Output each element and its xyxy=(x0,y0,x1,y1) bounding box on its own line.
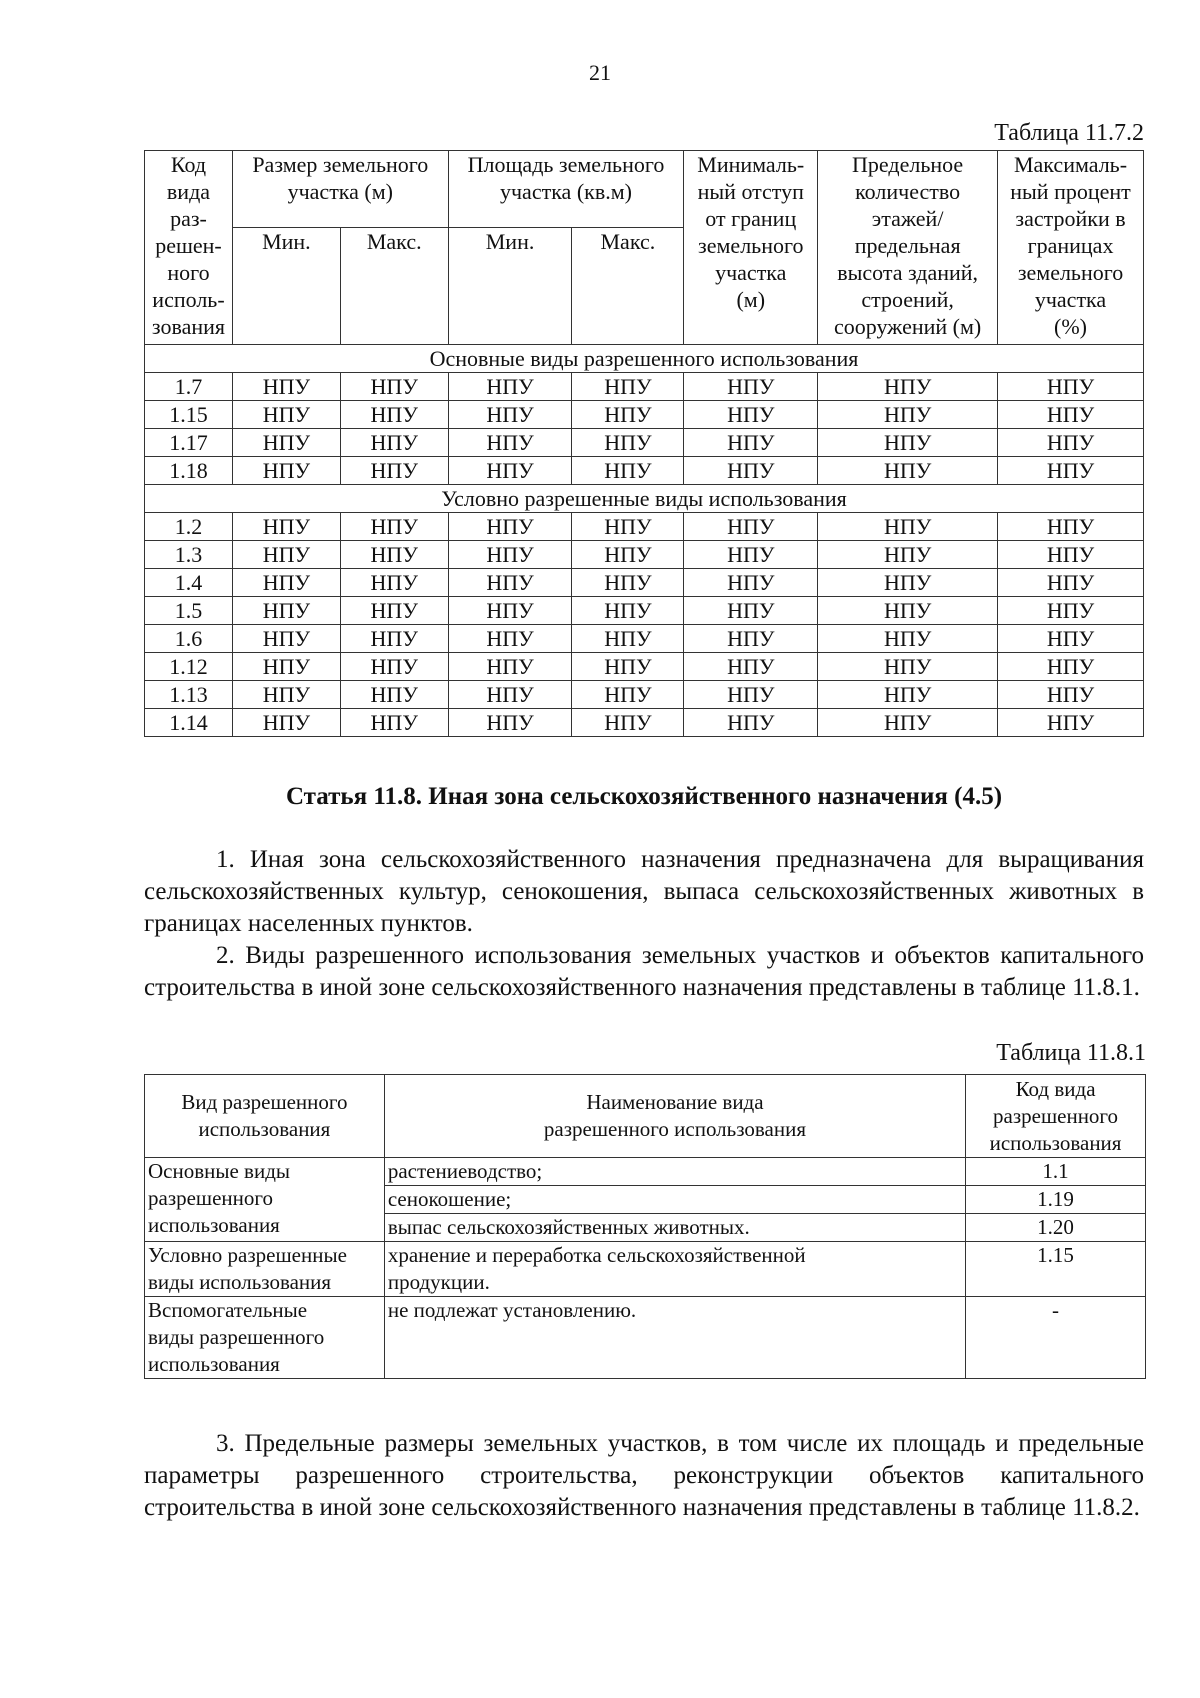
header-min-offset xyxy=(684,151,818,345)
value-cell: НПУ xyxy=(448,513,572,541)
value-cell: НПУ xyxy=(998,513,1144,541)
table-row xyxy=(145,681,1144,709)
value-cell: НПУ xyxy=(998,709,1144,737)
value-cell: НПУ xyxy=(232,457,340,485)
text-line: Размер земельного xyxy=(252,152,429,177)
use-name: выпас сельскохозяйственных животных. xyxy=(384,1214,965,1242)
value-cell: НПУ xyxy=(998,653,1144,681)
use-code-cell: 1.6 xyxy=(145,625,233,653)
header-use-name xyxy=(384,1075,965,1158)
value-cell: НПУ xyxy=(232,681,340,709)
text-line: разрешенного xyxy=(148,1186,273,1210)
table-row xyxy=(145,653,1144,681)
value-cell: НПУ xyxy=(340,541,448,569)
text-line: зования xyxy=(151,314,226,339)
value-cell: НПУ xyxy=(340,569,448,597)
value-cell: НПУ xyxy=(998,373,1144,401)
text-line: использования xyxy=(148,1213,280,1237)
value-cell: НПУ xyxy=(818,569,998,597)
text-line: Вспомогательные xyxy=(148,1298,308,1322)
value-cell: НПУ xyxy=(684,429,818,457)
value-cell: НПУ xyxy=(684,373,818,401)
value-cell: НПУ xyxy=(818,597,998,625)
value-cell: НПУ xyxy=(448,681,572,709)
text-line: решен- xyxy=(155,233,222,258)
section-main-uses: Основные виды разрешенного использования xyxy=(145,345,1144,373)
table-11-7-2-caption: Таблица 11.7.2 xyxy=(994,120,1144,146)
header-floors-height xyxy=(818,151,998,345)
text-line: участка (м) xyxy=(287,179,393,204)
value-cell: НПУ xyxy=(340,597,448,625)
header-area-min: Мин. xyxy=(448,228,572,345)
value-cell: НПУ xyxy=(572,597,684,625)
text-line: границах xyxy=(1027,233,1114,258)
table-row xyxy=(145,625,1144,653)
text-line: предельная xyxy=(854,233,961,258)
text-line: разрешенного xyxy=(993,1103,1119,1128)
table-row xyxy=(145,513,1144,541)
text-line: использования xyxy=(148,1352,280,1376)
text-line: Площадь земельного xyxy=(467,152,665,177)
table-row xyxy=(145,541,1144,569)
text-line: использования xyxy=(198,1117,331,1141)
table-row xyxy=(145,597,1144,625)
value-cell: НПУ xyxy=(448,541,572,569)
conditional-uses-rows xyxy=(145,513,1144,737)
text-line: земельного xyxy=(1017,260,1124,285)
use-name: растениеводство; xyxy=(384,1158,965,1186)
value-cell: НПУ xyxy=(818,541,998,569)
header-code xyxy=(145,151,233,345)
kind-auxiliary xyxy=(145,1297,385,1379)
text-line: Минималь- xyxy=(697,152,805,177)
kind-conditional xyxy=(145,1242,385,1297)
value-cell: НПУ xyxy=(998,681,1144,709)
value-cell: НПУ xyxy=(448,569,572,597)
table-11-7-2 xyxy=(144,150,1144,737)
value-cell: НПУ xyxy=(232,709,340,737)
value-cell: НПУ xyxy=(448,709,572,737)
value-cell: НПУ xyxy=(448,457,572,485)
value-cell: НПУ xyxy=(340,429,448,457)
table-row xyxy=(145,569,1144,597)
text-line: количество xyxy=(855,179,961,204)
use-code: 1.20 xyxy=(966,1214,1146,1242)
use-code-cell: 1.2 xyxy=(145,513,233,541)
text-line: Максималь- xyxy=(1013,152,1128,177)
text-line: земельного xyxy=(698,233,804,258)
use-code: - xyxy=(966,1297,1146,1379)
header-plot-size xyxy=(232,151,448,228)
value-cell: НПУ xyxy=(684,457,818,485)
header-use-kind xyxy=(145,1075,385,1158)
value-cell: НПУ xyxy=(572,681,684,709)
main-uses-rows xyxy=(145,373,1144,485)
value-cell: НПУ xyxy=(684,541,818,569)
paragraph-1: 1. Иная зона сельскохозяйственного назначения предназначена для выращивания сельскохозяйственных культур, сенокошения, выпаса сельскохозяйственных животных в границах населенных пунктов. xyxy=(144,846,1144,937)
value-cell: НПУ xyxy=(232,429,340,457)
value-cell: НПУ xyxy=(818,457,998,485)
article-title: Статья 11.8. Иная зона сельскохозяйственного назначения (4.5) xyxy=(285,783,1003,810)
text-line: разрешенного использования xyxy=(543,1117,806,1141)
text-line: Основные виды xyxy=(148,1159,291,1183)
value-cell: НПУ xyxy=(684,709,818,737)
use-code-cell: 1.5 xyxy=(145,597,233,625)
table-row xyxy=(145,457,1144,485)
value-cell: НПУ xyxy=(998,541,1144,569)
text-line: ный отступ xyxy=(697,179,804,204)
text-line: (%) xyxy=(1054,314,1087,339)
value-cell: НПУ xyxy=(448,373,572,401)
value-cell: НПУ xyxy=(448,429,572,457)
value-cell: НПУ xyxy=(448,653,572,681)
value-cell: НПУ xyxy=(684,597,818,625)
text-line: высота зданий, xyxy=(837,260,979,285)
text-line: застройки в xyxy=(1015,206,1126,231)
use-code-cell: 1.13 xyxy=(145,681,233,709)
value-cell: НПУ xyxy=(684,569,818,597)
use-code-cell: 1.4 xyxy=(145,569,233,597)
paragraph-2: 2. Виды разрешенного использования земельных участков и объектов капитального строительства в иной зоне сельскохозяйственного назначения представлены в таблице 11.8.1. xyxy=(144,942,1144,1001)
table-11-8-1-caption: Таблица 11.8.1 xyxy=(996,1040,1146,1066)
value-cell: НПУ xyxy=(998,429,1144,457)
use-name xyxy=(384,1242,965,1297)
value-cell: НПУ xyxy=(998,401,1144,429)
value-cell: НПУ xyxy=(572,513,684,541)
value-cell: НПУ xyxy=(818,625,998,653)
value-cell: НПУ xyxy=(818,373,998,401)
value-cell: НПУ xyxy=(818,681,998,709)
header-use-code xyxy=(966,1075,1146,1158)
value-cell: НПУ xyxy=(572,401,684,429)
value-cell: НПУ xyxy=(818,709,998,737)
text-line: ный процент xyxy=(1010,179,1131,204)
use-code-cell: 1.18 xyxy=(145,457,233,485)
text-line: сооружений (м) xyxy=(833,314,982,339)
use-code-cell: 1.3 xyxy=(145,541,233,569)
text-line: Код xyxy=(170,152,207,177)
text-line: ного xyxy=(167,260,210,285)
table-row xyxy=(145,373,1144,401)
text-line: исполь- xyxy=(152,287,225,312)
value-cell: НПУ xyxy=(572,541,684,569)
value-cell: НПУ xyxy=(232,401,340,429)
value-cell: НПУ xyxy=(340,681,448,709)
value-cell: НПУ xyxy=(232,653,340,681)
text-line: участка xyxy=(715,260,787,285)
page-number: 21 xyxy=(589,60,611,85)
text-line: вида xyxy=(166,179,211,204)
value-cell: НПУ xyxy=(340,401,448,429)
text-line: этажей/ xyxy=(871,206,944,231)
value-cell: НПУ xyxy=(572,653,684,681)
text-line: строений, xyxy=(861,287,954,312)
value-cell: НПУ xyxy=(998,597,1144,625)
use-code-cell: 1.7 xyxy=(145,373,233,401)
value-cell: НПУ xyxy=(818,513,998,541)
value-cell: НПУ xyxy=(572,569,684,597)
table-row xyxy=(145,401,1144,429)
text-line: Наименование вида xyxy=(586,1090,764,1114)
use-name: сенокошение; xyxy=(384,1186,965,1214)
section-conditional-uses: Условно разрешенные виды использования xyxy=(145,485,1144,513)
text-line: раз- xyxy=(170,206,207,231)
value-cell: НПУ xyxy=(448,401,572,429)
value-cell: НПУ xyxy=(232,373,340,401)
header-max-percent xyxy=(998,151,1144,345)
table-row xyxy=(145,429,1144,457)
text-line: хранение и переработка сельскохозяйственной xyxy=(387,1243,806,1267)
value-cell: НПУ xyxy=(684,401,818,429)
text-line: (м) xyxy=(736,287,766,312)
value-cell: НПУ xyxy=(340,373,448,401)
value-cell: НПУ xyxy=(572,709,684,737)
use-code: 1.15 xyxy=(966,1242,1146,1297)
kind-main xyxy=(145,1158,385,1242)
value-cell: НПУ xyxy=(232,513,340,541)
text-line: Условно разрешенные xyxy=(148,1243,347,1267)
use-code-cell: 1.15 xyxy=(145,401,233,429)
text-line: участка xyxy=(1034,287,1107,312)
value-cell: НПУ xyxy=(818,429,998,457)
value-cell: НПУ xyxy=(340,513,448,541)
header-size-max: Макс. xyxy=(340,228,448,345)
value-cell: НПУ xyxy=(340,653,448,681)
value-cell: НПУ xyxy=(684,653,818,681)
value-cell: НПУ xyxy=(572,457,684,485)
header-size-min: Мин. xyxy=(232,228,340,345)
text-line: Код вида xyxy=(1015,1076,1096,1101)
paragraph-3: 3. Предельные размеры земельных участков, в том числе их площадь и предельные параметры разрешенного строительства, реконструкции объектов капитального строительства в иной зоне сельскохозяйственного назначения представлены в таблице 11.8.2. xyxy=(144,1430,1144,1521)
use-code-cell: 1.12 xyxy=(145,653,233,681)
value-cell: НПУ xyxy=(232,625,340,653)
value-cell: НПУ xyxy=(684,681,818,709)
use-code: 1.1 xyxy=(966,1158,1146,1186)
value-cell: НПУ xyxy=(998,457,1144,485)
value-cell: НПУ xyxy=(818,401,998,429)
header-plot-area xyxy=(448,151,684,228)
value-cell: НПУ xyxy=(340,709,448,737)
value-cell: НПУ xyxy=(684,513,818,541)
value-cell: НПУ xyxy=(684,625,818,653)
text-line: виды разрешенного xyxy=(148,1325,325,1349)
value-cell: НПУ xyxy=(340,457,448,485)
value-cell: НПУ xyxy=(232,597,340,625)
value-cell: НПУ xyxy=(998,625,1144,653)
value-cell: НПУ xyxy=(572,625,684,653)
value-cell: НПУ xyxy=(232,541,340,569)
use-code-cell: 1.17 xyxy=(145,429,233,457)
value-cell: НПУ xyxy=(572,429,684,457)
text-line: от границ xyxy=(705,206,797,231)
value-cell: НПУ xyxy=(818,653,998,681)
value-cell: НПУ xyxy=(340,625,448,653)
value-cell: НПУ xyxy=(448,625,572,653)
use-name: не подлежат установлению. xyxy=(384,1297,965,1379)
value-cell: НПУ xyxy=(232,569,340,597)
header-area-max: Макс. xyxy=(572,228,684,345)
use-code-cell: 1.14 xyxy=(145,709,233,737)
text-line: использования xyxy=(989,1130,1122,1155)
value-cell: НПУ xyxy=(448,597,572,625)
text-line: продукции. xyxy=(387,1270,490,1294)
value-cell: НПУ xyxy=(998,569,1144,597)
text-line: Вид разрешенного xyxy=(181,1090,348,1114)
text-line: Предельное xyxy=(852,152,964,177)
text-line: участка (кв.м) xyxy=(499,179,632,204)
table-11-8-1 xyxy=(144,1074,1146,1379)
use-code: 1.19 xyxy=(966,1186,1146,1214)
value-cell: НПУ xyxy=(572,373,684,401)
text-line: виды использования xyxy=(148,1270,332,1294)
table-row xyxy=(145,709,1144,737)
